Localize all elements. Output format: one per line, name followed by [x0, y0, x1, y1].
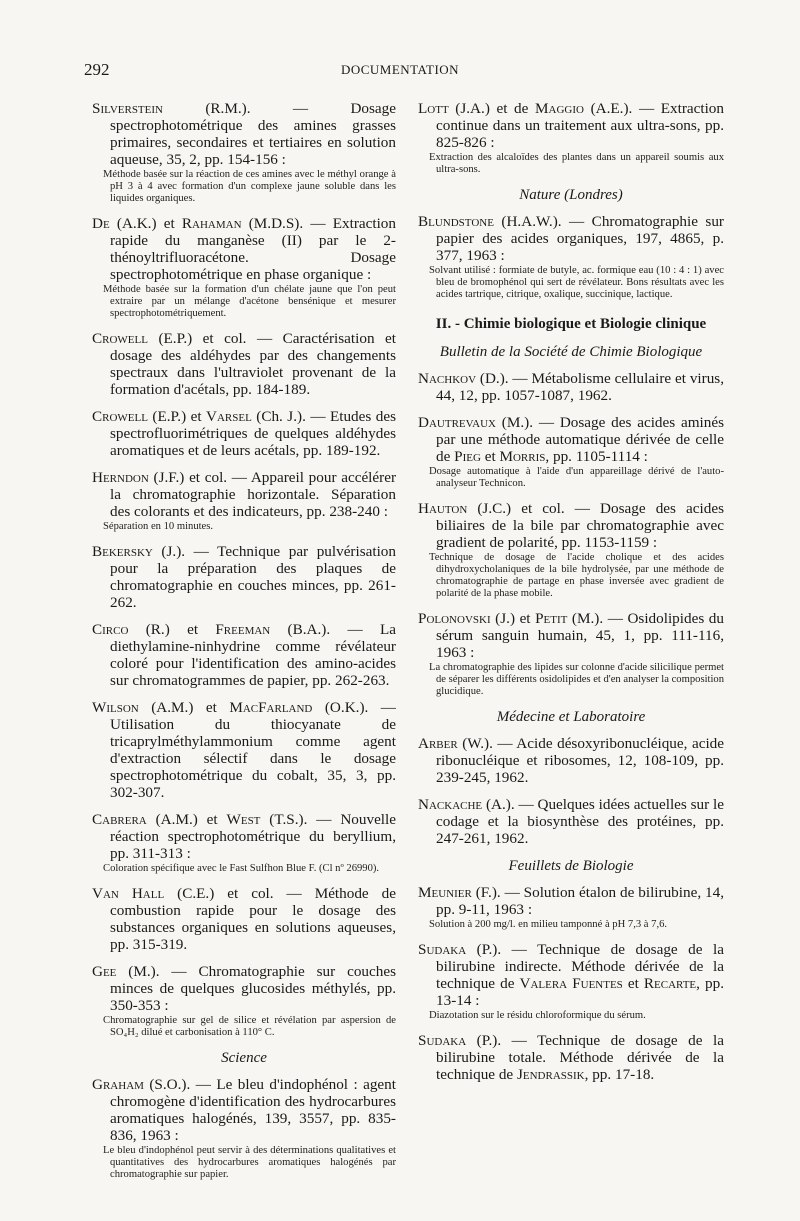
citation-text: [92, 885, 396, 953]
citation-segment: , pp. 17-18.: [584, 1066, 655, 1083]
citation-segment: (J.C.) et col. — Dosage des acides biliaires de la bile par chromatographie avec gradient de polarité, pp. 1153-1159 :: [436, 500, 724, 551]
bibliography-entry: [92, 543, 396, 611]
citation-segment: (O.K.). — Utilisation du thiocyanate de tricaprylméthylammonium comme agent d'extraction sélectif dans le dosage spectrophotométrique du cobalt, 35, 3, pp. 302-307.: [110, 699, 396, 801]
citation-segment: (A.K.) et: [109, 215, 182, 232]
abstract-note: Solution à 200 mg/l. en milieu tamponné à pH 7,3 à 7,6.: [429, 919, 668, 930]
author-name: Hauton: [418, 500, 468, 517]
citation-segment: (T.S.). — Nouvelle réaction spectrophotométrique du beryllium, pp. 311-313 :: [110, 811, 396, 862]
author-name: Blundstone: [418, 213, 494, 230]
citation-segment: (S.O.). — Le bleu d'indophénol : agent chromogène d'identification des hydrocarbures aromatiques halogénés, 139, 3557, pp. 835-836, 1963 :: [110, 1076, 396, 1144]
author-name: Polonovski: [418, 610, 491, 627]
citation-text: [92, 469, 396, 520]
bibliography-entry: [418, 941, 724, 1022]
citation-segment: (A.M.) et: [146, 811, 227, 828]
bibliography-entry: [92, 1076, 396, 1181]
author-name: Recarte: [643, 975, 697, 992]
citation-text: [92, 963, 396, 1014]
abstract-note: Le bleu d'indophénol peut servir à des déterminations qualitatives et quantitatives des hydrocarbures aromatiques halogénés par chromatographie sur papier.: [103, 1145, 396, 1180]
citation-text: [92, 330, 396, 398]
citation-text: [418, 1032, 724, 1083]
journal-heading: Feuillets de Biologie: [508, 858, 634, 874]
author-name: Nackache: [418, 796, 483, 813]
running-head: DOCUMENTATION: [340, 62, 460, 77]
journal-heading: Bulletin de la Société de Chimie Biologique: [439, 344, 703, 360]
citation-text: [418, 213, 724, 264]
author-name: Dautrevaux: [418, 414, 496, 431]
author-name: Circo: [92, 621, 129, 638]
bibliography-entry: [92, 100, 396, 205]
author-name: Jendrassik: [516, 1066, 585, 1083]
author-name: Wilson: [92, 699, 139, 716]
author-name: Petit: [535, 610, 568, 627]
author-name: Rahaman: [181, 215, 242, 232]
author-name: Crowell: [92, 408, 148, 425]
author-name: Cabrera: [92, 811, 147, 828]
author-name: Sudaka: [418, 941, 467, 958]
bibliography-entry: [418, 414, 724, 490]
author-name: Morris: [499, 448, 546, 465]
journal-heading: Médecine et Laboratoire: [496, 709, 646, 725]
bibliography-entry: [418, 884, 724, 931]
citation-segment: (J.A.) et de: [448, 100, 536, 117]
author-name: Valera Fuentes: [519, 975, 623, 992]
citation-text: [92, 543, 396, 611]
author-name: Pieg: [454, 448, 481, 465]
bibliography-entry: [418, 213, 724, 301]
author-name: Silverstein: [92, 100, 163, 117]
citation-text: [92, 811, 396, 862]
bibliography-entry: [92, 963, 396, 1039]
citation-text: [418, 941, 724, 1009]
citation-segment: (F.). — Solution étalon de bilirubine, 14, pp. 9-11, 1963 :: [436, 884, 724, 918]
author-name: Gee: [92, 963, 117, 980]
abstract-note: Technique de dosage de l'acide cholique et des acides dihydroxycholaniques de la bile hydrolysée, par une méthode de chromatographie de partage en phase inversée avec gradient de polarité de la phase mobile.: [429, 552, 724, 599]
citation-segment: (Ch. J.). — Etudes des spectrofluorimétriques de quelques aldéhydes aromatiques et de leurs acétals, pp. 189-192.: [110, 408, 396, 459]
citation-segment: (R.) et: [128, 621, 216, 638]
author-name: Crowell: [92, 330, 148, 347]
author-name: Herndon: [92, 469, 149, 486]
author-name: Freeman: [215, 621, 271, 638]
author-name: Nachkov: [418, 370, 477, 387]
abstract-note: Méthode basée sur la formation d'un chélate jaune que l'on peut extraire par un mélange d'acétone bensénique et mesurer spectrophotométriquement.: [103, 284, 396, 319]
author-name: Sudaka: [418, 1032, 467, 1049]
bibliography-entry: [92, 699, 396, 801]
citation-segment: et: [480, 448, 500, 465]
bibliography-entry: [92, 885, 396, 953]
bibliography-entry: [418, 796, 724, 847]
journal-heading: Nature (Londres): [519, 187, 623, 203]
citation-segment: , pp. 1105-1114 :: [545, 448, 648, 465]
bibliography-entry: [92, 408, 396, 459]
author-name: Varsel: [206, 408, 252, 425]
citation-text: [418, 100, 724, 151]
citation-text: [92, 699, 396, 801]
citation-text: [418, 610, 724, 661]
bibliography-entry: [92, 621, 396, 689]
citation-segment: (P.). — Technique de dosage de la bilirubine indirecte. Méthode dérivée de la technique de: [436, 941, 724, 992]
citation-segment: (M.D.S). — Extraction rapide du manganèse (II) par le 2-thénoyltrifluoracétone. Dosage spectrophotométrique en phase organique :: [110, 215, 396, 283]
abstract-note: Méthode basée sur la réaction de ces amines avec le méthyl orange à pH 3 à 4 avec formation d'un complexe jaune soluble dans les liquides organiques.: [103, 169, 396, 204]
journal-heading: Science: [221, 1050, 267, 1066]
section-title: II. - Chimie biologique et Biologie clinique: [435, 316, 707, 332]
citation-segment: (J.) et: [490, 610, 536, 627]
citation-segment: (E.P.) et: [147, 408, 207, 425]
author-name: Bekersky: [92, 543, 153, 560]
citation-segment: (M.). — Dosage des acides aminés par une méthode automatique dérivée de celle de: [436, 414, 724, 465]
citation-text: [418, 884, 724, 918]
abstract-note: Extraction des alcaloïdes des plantes dans un appareil soumis aux ultra-sons.: [429, 152, 724, 175]
citation-text: [92, 100, 396, 168]
citation-segment: (J.). — Technique par pulvérisation pour la préparation des plaques de chromatographie en couches minces, pp. 261-262.: [110, 543, 396, 611]
citation-text: [418, 500, 724, 551]
citation-text: [418, 414, 724, 465]
citation-segment: (H.A.W.). — Chromatographie sur papier des acides organiques, 197, 4865, p. 377, 1963 :: [436, 213, 724, 264]
author-name: MacFarland: [229, 699, 313, 716]
abstract-note: Solvant utilisé : formiate de butyle, ac. formique eau (10 : 4 : 1) avec bleu de bromophénol qui sert de révélateur. Bons résultats avec les acides tartrique, citrique, oxalique, succinique, lactique.: [429, 265, 724, 300]
bibliography-entry: [418, 100, 724, 176]
author-name: Graham: [92, 1076, 144, 1093]
citation-text: [418, 370, 724, 404]
author-name: West: [226, 811, 261, 828]
citation-segment: (B.A.). — La diethylamine-ninhydrine comme révélateur coloré pour l'identification des amino-acides sur chromatogrammes de papier, pp. 262-263.: [110, 621, 396, 689]
citation-text: [418, 796, 724, 847]
citation-segment: et: [622, 975, 644, 992]
author-name: Van Hall: [92, 885, 165, 902]
citation-segment: (R.M.). — Dosage spectrophotométrique des amines grasses primaires, secondaires et tertiaires en solution aqueuse, 35, 2, pp. 154-156 :: [110, 100, 396, 168]
citation-segment: (A.E.). — Extraction continue dans un traitement aux ultra-sons, pp. 825-826 :: [436, 100, 724, 151]
bibliography-entry: [418, 500, 724, 600]
bibliography-entry: [418, 1032, 724, 1083]
citation-segment: (W.). — Acide désoxyribonucléique, acide ribonucléique et ribosomes, 12, 108-109, pp. 239-245, 1962.: [436, 735, 724, 786]
bibliography-entry: [418, 610, 724, 698]
bibliography-entry: [92, 811, 396, 875]
citation-text: [418, 735, 724, 786]
abstract-note: Diazotation sur le résidu chloroformique du sérum.: [429, 1010, 646, 1021]
citation-text: [92, 1076, 396, 1144]
author-name: Arber: [418, 735, 458, 752]
citation-segment: , pp. 13-14 :: [436, 975, 724, 1009]
citation-text: [92, 621, 396, 689]
page-header: [84, 60, 716, 82]
author-name: Meunier: [418, 884, 472, 901]
abstract-note: Coloration spécifique avec le Fast Sulfhon Blue F. (Cl nº 26990).: [103, 863, 380, 874]
bibliography-entry: [418, 370, 724, 404]
citation-segment: (A.M.) et: [138, 699, 230, 716]
citation-text: [92, 215, 396, 283]
left-column: [92, 100, 396, 1191]
bibliography-entry: [92, 215, 396, 320]
citation-segment: (J.F.) et col. — Appareil pour accélérer la chromatographie horizontale. Séparation des colorants et des indicateurs, pp. 238-240 :: [110, 469, 396, 520]
right-column: [418, 100, 724, 1093]
abstract-note: La chromatographie des lipides sur colonne d'acide silicilique permet de séparer les différents osidolipides et d'en analyser la composition glucidique.: [429, 662, 724, 697]
citation-segment: (D.). — Métabolisme cellulaire et virus, 44, 12, pp. 1057-1087, 1962.: [436, 370, 724, 404]
citation-segment: (A.). — Quelques idées actuelles sur le codage et la biosynthèse des protéines, pp. 247-261, 1962.: [436, 796, 724, 847]
abstract-note: Séparation en 10 minutes.: [103, 521, 214, 532]
author-name: Lott: [418, 100, 449, 117]
bibliography-entry: [92, 330, 396, 398]
bibliography-entry: [92, 469, 396, 533]
citation-segment: (C.E.) et col. — Méthode de combustion rapide pour le dosage des substances organiques en solutions aqueuses, pp. 315-319.: [110, 885, 396, 953]
author-name: De: [92, 215, 110, 232]
citation-segment: (E.P.) et col. — Caractérisation et dosage des aldéhydes par des changements spectraux dans l'ultraviolet provenant de la formation d'acétals, pp. 184-189.: [110, 330, 396, 398]
citation-text: [92, 408, 396, 459]
citation-segment: (P.). — Technique de dosage de la bilirubine totale. Méthode dérivée de la technique de: [436, 1032, 724, 1083]
citation-segment: (M.). — Chromatographie sur couches minces de quelques glucosides méthylés, pp. 350-353 :: [110, 963, 396, 1014]
bibliography-entry: [418, 735, 724, 786]
page-number: 292: [84, 60, 110, 79]
abstract-note: Dosage automatique à l'aide d'un appareillage dérivé de l'auto-analyseur Technicon.: [429, 466, 724, 489]
author-name: Maggio: [535, 100, 584, 117]
citation-segment: (M.). — Osidolipides du sérum sanguin humain, 45, 1, pp. 111-116, 1963 :: [436, 610, 724, 661]
abstract-note: Chromatographie sur gel de silice et révélation par aspersion de SO₄H₂ dilué et carbonisation à 110° C.: [103, 1015, 396, 1038]
